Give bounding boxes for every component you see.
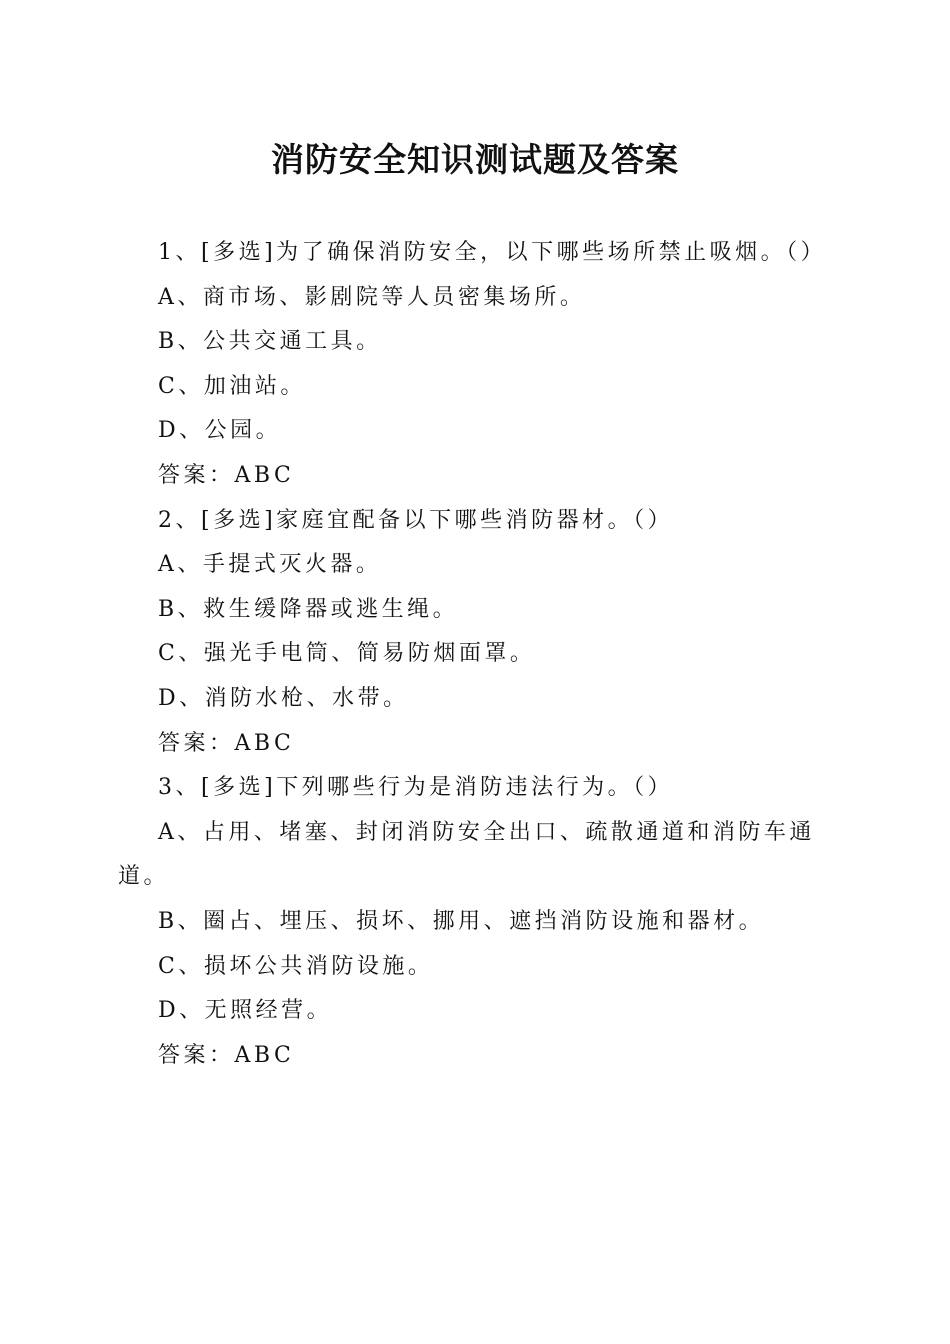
answer-line — [118, 454, 830, 499]
question-option: A、占用、堵塞、封闭消防安全出口、疏散通道和消防车通道。 — [118, 819, 815, 890]
answer-label: 答案： — [158, 462, 235, 488]
document-title: 消防安全知识测试题及答案 — [271, 140, 679, 179]
answer-value: ABC — [234, 462, 295, 488]
answer-value: ABC — [234, 1042, 295, 1068]
question-option: A、手提式灭火器。 — [158, 552, 382, 578]
question-option: D、无照经营。 — [158, 998, 333, 1024]
answer-label: 答案： — [158, 730, 235, 756]
question-option: B、圈占、埋压、损坏、挪用、遮挡消防设施和器材。 — [158, 908, 765, 934]
answer-label: 答案： — [158, 1042, 235, 1068]
question-list — [118, 231, 830, 1078]
question-option: D、公园。 — [158, 418, 282, 444]
question-stem: 3、[多选]下列哪些行为是消防违法行为。（） — [158, 775, 674, 801]
question-stem: 1、[多选]为了确保消防安全，以下哪些场所禁止吸烟。（） — [158, 240, 827, 265]
answer-value: ABC — [234, 730, 295, 756]
answer-line — [118, 1034, 830, 1079]
question-option: C、加油站。 — [158, 373, 306, 399]
question-option: A、商市场、影剧院等人员密集场所。 — [158, 284, 586, 310]
question-stem: 2、[多选]家庭宜配备以下哪些消防器材。（） — [158, 507, 674, 533]
question-option: B、公共交通工具。 — [158, 329, 382, 355]
question-option: B、救生缓降器或逃生绳。 — [158, 596, 459, 622]
question-option: D、消防水枪、水带。 — [158, 685, 409, 711]
answer-line — [118, 722, 830, 767]
question-option: C、损坏公共消防设施。 — [158, 953, 434, 979]
question-option: C、强光手电筒、简易防烟面罩。 — [158, 641, 536, 667]
